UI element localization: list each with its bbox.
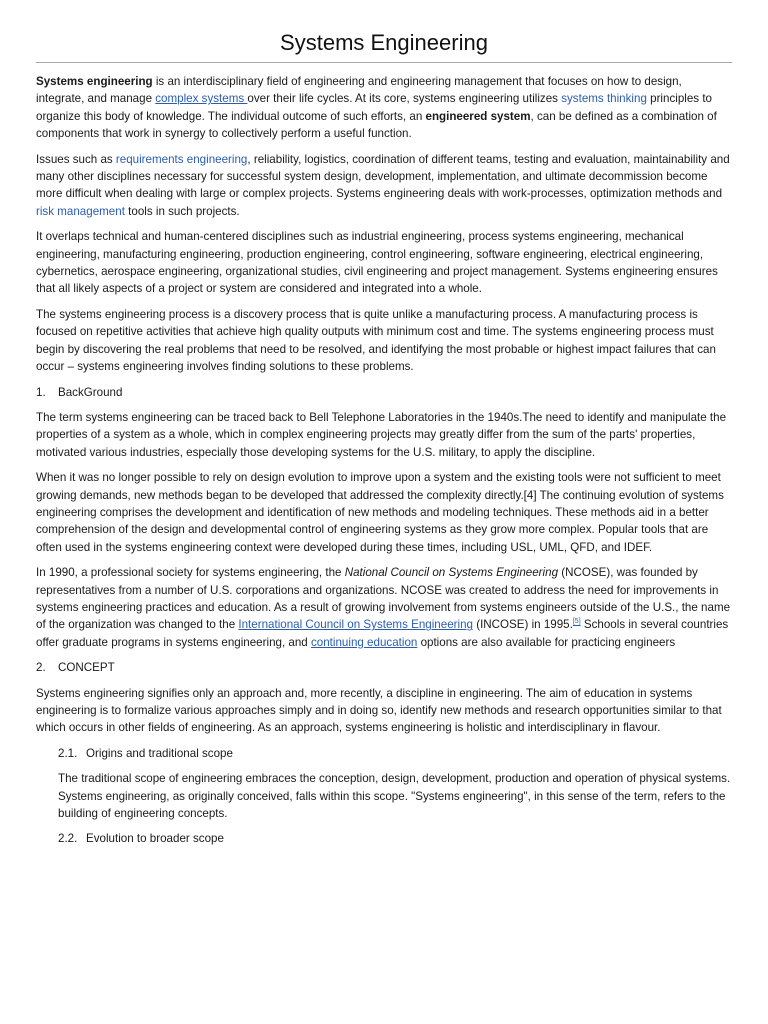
text: , can be defined as a combination of components that work in synergy to collectively perform a useful function. [36,109,717,141]
section-number: 2.1. [58,746,78,760]
section-title: Origins and traditional scope [86,746,233,760]
text: In 1990, a professional society for systems engineering, the [36,566,345,580]
term-systems-engineering: Systems engineering [36,75,153,88]
link-incose[interactable]: International Council on Systems Engineering [238,618,473,632]
section-title: BackGround [58,385,123,399]
subsection-heading-evolution [36,830,732,847]
text: principles to organize this body of knowledge. The individual outcome of such efforts, an [36,92,712,123]
link-risk-management[interactable]: risk management [36,204,125,218]
section-title: Evolution to broader scope [86,832,224,846]
paragraph-process: The systems engineering process is a discovery process that is quite unlike a manufacturing process. A manufacturing process is focused on repetitive activities that achieve high quality outputs with minimum cost and time. The systems engineering process must begin by discovering the real problems that need to be resolved, and identifying the most probable or highest impact failures that can occur – systems engineering involves finding solutions to these problems. [36,307,716,374]
text: (INCOSE) in 1995. [472,618,573,632]
text: It overlaps technical and human-centered disciplines such as industrial engineering, process systems engineering, mechanical engineering, manufacturing engineering, production engineering, control engineering, software engineering, electrical engineering, cybernetics, aerospace engineering, organizational studies, civil engineering and project management. [36,230,704,279]
paragraph-overlaps [36,228,732,298]
text: , reliability, logistics, coordination of different teams, testing and evaluation, maintainability and many other disciplines necessary for successful system design, development, implementation, and ultimate decommission become more difficult when dealing with large or complex projects. Systems engineering deals with work-processes, optimization methods and [36,152,730,201]
section-number: 2. [36,661,46,675]
text: Issues such as [36,152,116,166]
paragraph-ncose [36,564,732,651]
page-title: Systems Engineering [36,30,732,63]
paragraph-traditional-scope: The traditional scope of engineering embraces the conception, design, development, production and operation of physical systems. Systems engineering, as originally conceived, falls within this scope. "Systems engineering", in this sense of the term, refers to the building of engineering concepts. [58,772,731,821]
document-page [36,30,732,848]
link-continuing-education[interactable]: continuing education [310,635,418,649]
term-engineered-system: engineered system [425,109,531,123]
text: over their life cycles. At its core, systems engineering utilizes [247,92,562,106]
paragraph-concept: Systems engineering signifies only an approach and, more recently, a discipline in engineering. The aim of education in systems engineering is to formalize various approaches simply and in doing so, identify new methods and research opportunities similar to that which occurs in other fields of engineering. As an approach, systems engineering is holistic and interdisciplinary in flavour. [36,686,722,735]
paragraph-history: The term systems engineering can be traced back to Bell Telephone Laboratories in the 1940s.The need to identify and manipulate the properties of a system as a whole, which in complex engineering projects may greatly differ from the sum of the parts' properties, motivated various industries, especially those developing systems for the U.S. military, to apply the discipline. [36,410,727,459]
text: Schools in several countries offer graduate programs in systems engineering, and [36,618,729,649]
link-requirements-engineering[interactable]: requirements engineering [115,152,248,166]
text: options are also available for practicing engineers [417,635,676,649]
subsection-heading-origins [36,745,732,762]
link-complex-systems[interactable]: complex systems [155,92,248,106]
link-systems-thinking[interactable]: systems thinking [561,92,647,106]
text-italic: National Council on Systems Engineering [344,566,559,580]
section-heading-background [36,384,732,401]
citation-link[interactable]: [5] [572,618,581,626]
section-heading-concept [36,659,732,676]
text: is an interdisciplinary field of engineering and engineering management that focuses on how to design, integrate, and manage [36,75,682,106]
section-title: CONCEPT [58,661,115,675]
text: Systems engineering ensures that all likely aspects of a project or system are considered and integrated into a whole. [36,265,718,296]
text: (NCOSE), was founded by representatives from a number of U.S. corporations and organizations. NCOSE was created to address the need for improvements in systems engineering practices and education. As a result of growing involvement from systems engineers outside of the U.S., the name of the organization was changed to the [36,566,731,632]
paragraph-intro [36,73,732,143]
paragraph-evolution: When it was no longer possible to rely on design evolution to improve upon a system and the existing tools were not sufficient to meet growing demands, new methods began to be developed that addressed the complexity directly.[4] The continuing evolution of systems engineering comprises the development and identification of new methods and modeling techniques. These methods aid in a better comprehension of the design and developmental control of engineering systems as they grow more complex. Popular tools that are often used in the systems engineering context were developed during these times, including USL, UML, QFD, and IDEF. [36,471,724,554]
section-number: 2.2. [58,832,78,846]
paragraph-issues [36,151,732,221]
text: tools in such projects. [124,204,240,218]
section-number: 1. [36,385,46,399]
